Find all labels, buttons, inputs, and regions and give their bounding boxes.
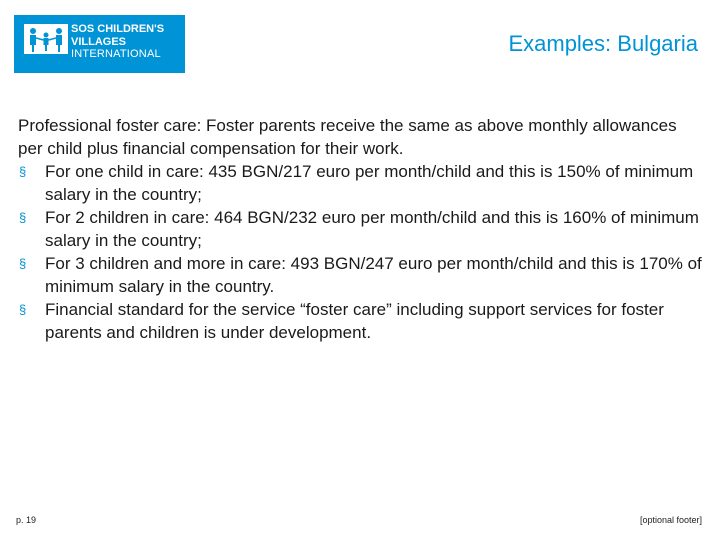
bullet-text: Financial standard for the service “foster care” including support services for foster parents and children is under development.	[45, 300, 664, 342]
list-item	[18, 252, 702, 298]
bullet-icon: §	[19, 302, 27, 317]
logo-wordmark	[71, 23, 164, 61]
bullet-list	[18, 160, 702, 344]
list-item	[18, 298, 702, 344]
list-item	[18, 206, 702, 252]
bullet-icon: §	[19, 256, 27, 271]
intro-paragraph: Professional foster care: Foster parents receive the same as above monthly allowances per child plus financial compensation for their work.	[18, 116, 677, 158]
footer-text: [optional footer]	[639, 515, 702, 525]
slide-title: Examples: Bulgaria	[508, 31, 698, 56]
bullet-text: For 3 children and more in care: 493 BGN/247 euro per month/child and this is 170% of minimum salary in the country.	[45, 254, 702, 296]
list-item	[18, 160, 702, 206]
logo-line-3: INTERNATIONAL	[71, 48, 161, 60]
bullet-text: For 2 children in care: 464 BGN/232 euro per month/child and this is 160% of minimum salary in the country;	[45, 208, 699, 250]
logo-line-2: VILLAGES	[71, 35, 127, 48]
bullet-text: For one child in care: 435 BGN/217 euro per month/child and this is 150% of minimum salary in the country;	[45, 162, 694, 204]
logo-line-1: SOS CHILDREN'S	[71, 23, 165, 35]
slide-body	[18, 114, 702, 344]
sos-childrens-villages-logo	[14, 15, 185, 73]
bullet-icon: §	[19, 164, 27, 179]
page-number: p. 19	[16, 515, 37, 525]
bullet-icon: §	[19, 210, 27, 225]
sos-family-logo-icon	[24, 24, 68, 54]
